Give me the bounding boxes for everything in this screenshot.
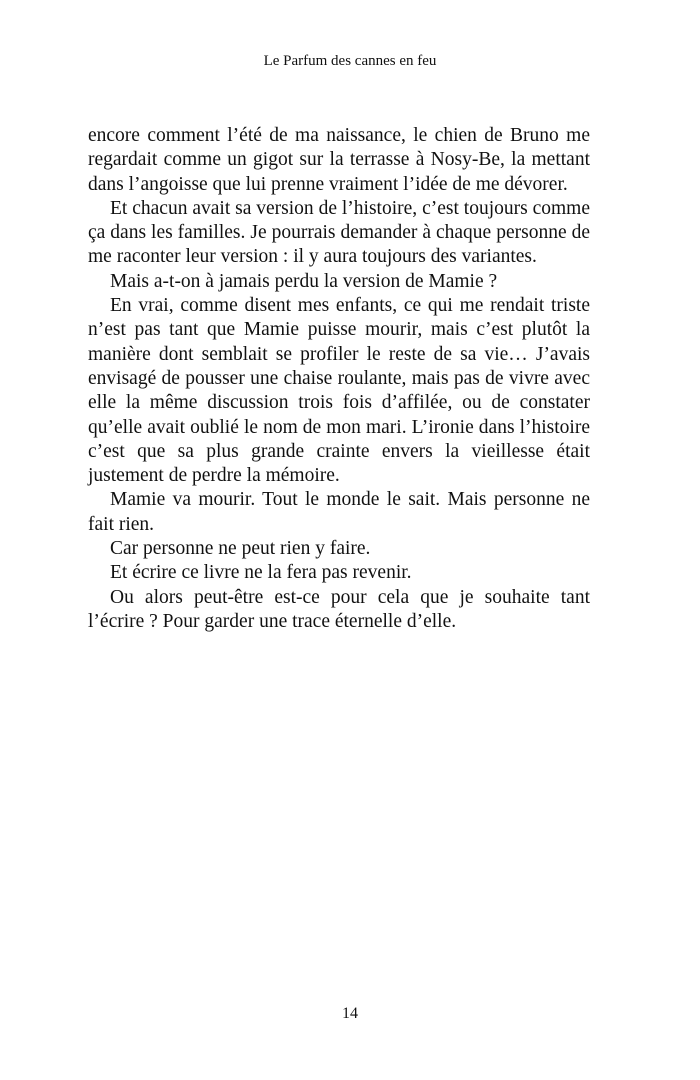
paragraph: Ou alors peut-être est-ce pour cela que je souhaite tant l’écrire ? Pour garder une trace éternelle d’elle. <box>88 586 590 632</box>
running-header: Le Parfum des cannes en feu <box>263 53 437 69</box>
paragraph: encore comment l’été de ma naissance, le chien de Bruno me regardait comme un gigot sur la terrasse à Nosy-Be, la mettant dans l’angoisse que lui prenne vraiment l’idée de me dévorer. <box>88 125 590 195</box>
paragraph: Et écrire ce livre ne la fera pas revenir. <box>110 562 412 584</box>
paragraph: En vrai, comme disent mes enfants, ce qui me rendait triste n’est pas tant que Mamie puisse mourir, mais c’est plutôt la manière dont semblait se profiler le reste de sa vie… J’avais envisagé de pousser une chaise roulante, mais pas de vivre avec elle la même discussion trois fois d’affilée, ou de constater qu’elle avait oublié le nom de mon mari. L’ironie dans l’histoire c’est que sa plus grande crainte envers la vieillesse était justement de perdre la mémoire. <box>88 295 590 487</box>
body-text <box>88 124 590 634</box>
page-number: 14 <box>342 1005 358 1022</box>
paragraph: Mais a-t-on à jamais perdu la version de Mamie ? <box>110 270 498 292</box>
paragraph: Et chacun avait sa version de l’histoire, c’est toujours comme ça dans les familles. Je pourrais demander à chaque personne de me raconter leur version : il y aura toujours des variantes. <box>88 197 590 268</box>
paragraph: Mamie va mourir. Tout le monde le sait. Mais personne ne fait rien. <box>88 489 590 535</box>
paragraph: Car personne ne peut rien y faire. <box>110 538 371 560</box>
